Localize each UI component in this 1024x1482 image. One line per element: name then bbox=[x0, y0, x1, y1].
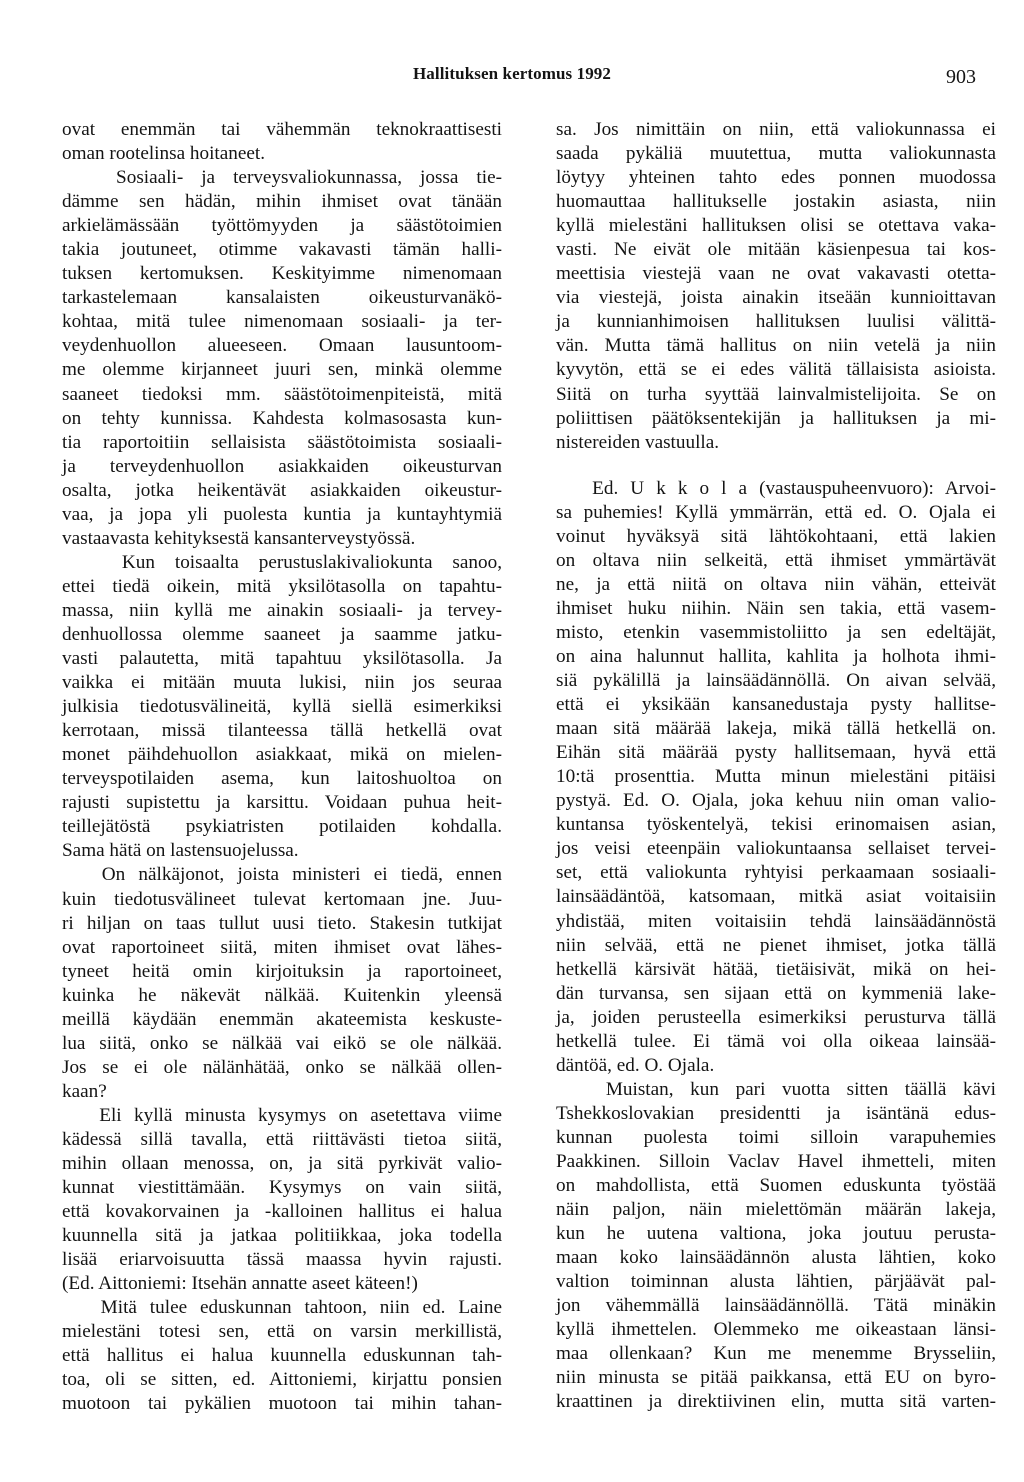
text-line: Siitä on turha syyttää lainvalmistelijoita. Se on bbox=[556, 383, 996, 405]
text-line: oman rootelinsa hoitaneet. bbox=[62, 143, 266, 165]
text-line: valtion toiminnan alusta lähtien, pärjäävät pal- bbox=[556, 1271, 996, 1293]
text-line: hetkellä kärsivät hätää, tietäisivät, mikä on hei- bbox=[556, 958, 996, 980]
text-line: huomauttaa hallitukselle jostakin asiasta, niin bbox=[556, 191, 996, 213]
text-line: on tehty kunnissa. Kahdesta kolmasosasta kun- bbox=[62, 407, 502, 429]
text-line: Paakkinen. Silloin Vaclav Havel ihmetteli, miten bbox=[556, 1150, 996, 1172]
text-line: lua siitä, onko se nälkää vai eikö se ole nälkää. bbox=[62, 1032, 502, 1054]
text-line: set, että valiokunta ryhtyisi perkaamaan sosiaali- bbox=[556, 862, 996, 884]
text-line: vaikka ei mitään muuta lukisi, niin jos seuraa bbox=[62, 672, 502, 694]
text-line: Sama hätä on lastensuojelussa. bbox=[62, 840, 299, 862]
text-line: ne, ja että niitä on oltava niin vähän, etteivät bbox=[556, 573, 996, 595]
text-line: julkisia tiedotusvälineitä, kyllä siellä esimerkiksi bbox=[62, 696, 502, 718]
text-line: tarkastelemaan kansalaisten oikeusturvanäkö- bbox=[62, 287, 502, 309]
text-line: löytyy yhteinen tahto edes ponnen muodossa bbox=[556, 167, 996, 189]
text-line: veydenhuollon alueeseen. Omaan lausuntoom- bbox=[62, 335, 502, 357]
text-line: kaan? bbox=[62, 1080, 107, 1102]
text-line: ja terveydenhuollon asiakkaiden oikeusturvan bbox=[62, 455, 502, 477]
text-line: monet päihdehuollon asiakkaat, mikä on mielen- bbox=[62, 744, 502, 766]
text-line: pystyä. Ed. O. Ojala, joka kehuu niin oman valio- bbox=[556, 790, 996, 812]
text-line: sa. Jos nimittäin on niin, että valiokunnassa ei bbox=[556, 119, 996, 140]
text-line: kuin tiedotusvälineet tulevat kertomaan jne. Juu- bbox=[62, 888, 502, 910]
text-line: saaneet tiedoksi mm. säästötoimenpiteistä, mitä bbox=[62, 383, 502, 405]
text-line: rajusti supistettu ja karsittu. Voidaan puhua heit- bbox=[62, 792, 502, 814]
text-line: kuntansa työskentelyä, tekisi erinomaisen asian, bbox=[556, 814, 996, 836]
text-line: lainsäädäntöä, katsomaan, mitkä asiat voitaisiin bbox=[556, 886, 996, 908]
text-line: jon vähemmällä lainsäädännöllä. Tätä minäkin bbox=[556, 1295, 996, 1317]
text-line: 10:tä prosenttia. Mutta minun mielestäni pitäisi bbox=[556, 766, 996, 788]
text-line: denhuollossa olemme saaneet ja saamme jatku- bbox=[62, 623, 502, 645]
text-line: Eihän sitä määrää pysty hallitsemaan, hyvä että bbox=[556, 742, 996, 764]
text-line: siä pykälillä ja lainsäädännöllä. On aivan selvää, bbox=[556, 670, 996, 692]
text-line: takia joutuneet, otimme vakavasti tämän halli- bbox=[62, 239, 502, 261]
text-line: kyvytön, että se ei edes välitä tällaisista asioista. bbox=[556, 359, 996, 381]
text-line: vasti palautetta, mitä tapahtuu yksilötasolla. Ja bbox=[62, 648, 502, 670]
text-line: On nälkäjonot, joista ministeri ei tiedä, ennen bbox=[62, 864, 502, 886]
text-line: Eli kyllä minusta kysymys on asetettava viime bbox=[62, 1104, 502, 1126]
text-line: että ei yksikään kansanedustaja pysty hallitse- bbox=[556, 694, 996, 716]
text-line: kohtaa, mitä tulee nimenomaan sosiaali- ja ter- bbox=[62, 311, 502, 333]
left-text-column bbox=[62, 118, 502, 1417]
text-line: mielestäni totesi sen, että on varsin merkillistä, bbox=[62, 1321, 502, 1343]
text-line: ja, joiden perusteella esimerkiksi perusturva tällä bbox=[556, 1006, 996, 1028]
text-line: kun he uutena valtiona, joka joutuu perusta- bbox=[556, 1223, 996, 1245]
text-line: Kun toisaalta perustuslakivaliokunta sanoo, bbox=[62, 551, 502, 573]
text-line: niin minusta se pitää paikkansa, että EU on byro- bbox=[556, 1367, 996, 1389]
text-line: tia raportoitiin sellaisista säästötoimista sosiaali- bbox=[62, 431, 502, 453]
text-line: tyneet heitä omin kirjoituksin ja raportoineet, bbox=[62, 960, 502, 982]
text-line: poliittisen päätöksentekijän ja hallituksen ja mi- bbox=[556, 407, 996, 429]
text-line: maan koko lainsäädännön alusta lähtien, koko bbox=[556, 1247, 996, 1269]
text-line: osalta, jotka heikentävät asiakkaiden oikeustur- bbox=[62, 479, 502, 501]
text-line: massa, niin kyllä me ainakin sosiaali- ja tervey- bbox=[62, 599, 502, 621]
text-line: toa, oli se sitten, ed. Aittoniemi, kirjattu ponsien bbox=[62, 1369, 502, 1391]
text-line: muotoon tai pykälien muotoon tai mihin tahan- bbox=[62, 1393, 502, 1415]
text-line: kyllä mielestäni hallituksen olisi se otettava vaka- bbox=[556, 215, 996, 237]
text-line: maan sitä määrää lakeja, mikä tällä hetkellä on. bbox=[556, 718, 996, 740]
text-line: kuunnella sitä ja jatkaa politiikkaa, joka todella bbox=[62, 1225, 502, 1247]
text-line: ihmiset huku niihin. Näin sen takia, että vasem- bbox=[556, 597, 996, 619]
text-line: ja kunnianhimoisen hallituksen luulisi välittä- bbox=[556, 311, 996, 333]
text-line: Jos se ei ole nälänhätää, onko se nälkää ollen- bbox=[62, 1056, 502, 1078]
text-line: ovat raportoineet siitä, miten ihmiset ovat lähes- bbox=[62, 936, 502, 958]
text-line: terveyspotilaiden asema, kun laitoshuoltoa on bbox=[62, 768, 502, 790]
text-line: ri hiljan on taas tullut uusi tieto. Stakesin tutkijat bbox=[62, 912, 502, 934]
text-line: sa puhemies! Kyllä ymmärrän, että ed. O. Ojala ei bbox=[556, 501, 996, 523]
text-line: kunnan puolesta toimi silloin varapuhemies bbox=[556, 1126, 996, 1148]
text-line: maa ollenkaan? Kun me menemme Brysseliin, bbox=[556, 1343, 996, 1365]
running-header-title: Hallituksen kertomus 1992 bbox=[412, 64, 612, 83]
text-line: vän. Mutta tämä hallitus on niin vetelä ja niin bbox=[556, 335, 996, 357]
text-line: hetkellä tulee. Ei tämä voi olla oikeaa lainsää- bbox=[556, 1030, 996, 1052]
text-line: on aina halunnut hallita, kahlita ja holhota ihmi- bbox=[556, 645, 996, 667]
text-line: meillä käydään enemmän akateemista keskuste- bbox=[62, 1008, 502, 1030]
text-line: vaa, ja jopa yli puolesta kuntia ja kuntayhtymiä bbox=[62, 503, 502, 525]
text-line: via viestejä, joista ainakin itseään kunnioittavan bbox=[556, 287, 996, 309]
text-line: ettei tiedä oikein, mitä yksilötasolla on tapahtu- bbox=[62, 575, 502, 597]
text-line: kädessä sillä tavalla, että riittävästi tietoa siitä, bbox=[62, 1128, 502, 1150]
text-line: on mahdollista, että Suomen eduskunta työstää bbox=[556, 1175, 996, 1197]
text-line: Mitä tulee eduskunnan tahtoon, niin ed. Laine bbox=[62, 1297, 502, 1319]
text-line: Sosiaali- ja terveysvaliokunnassa, jossa tie- bbox=[62, 167, 502, 189]
text-line: me olemme kirjanneet juuri sen, minkä olemme bbox=[62, 359, 502, 381]
paragraph-gap bbox=[556, 455, 996, 477]
text-line: kraattinen ja direktiivinen elin, mutta sitä varten- bbox=[556, 1391, 996, 1413]
text-line: (Ed. Aittoniemi: Itsehän annatte aseet käteen!) bbox=[62, 1273, 418, 1295]
text-line: näin paljon, näin mielettömän määrän lakeja, bbox=[556, 1199, 996, 1221]
text-line: voinut hyväksyä sitä lähtökohtaani, että lakien bbox=[556, 525, 996, 547]
text-line: kuinka he näkevät nälkää. Kuitenkin yleensä bbox=[62, 984, 502, 1006]
text-line: jos veisi eteenpäin valiokuntaansa sellaiset tervei- bbox=[556, 838, 996, 860]
text-line: nistereiden vastuulla. bbox=[556, 431, 720, 453]
text-line: on oltava niin selkeitä, että ihmiset ymmärtävät bbox=[556, 549, 996, 571]
text-line: däntöä, ed. O. Ojala. bbox=[556, 1054, 715, 1076]
text-line: mihin ollaan menossa, on, ja sitä pyrkivät valio- bbox=[62, 1153, 502, 1175]
text-line: ovat enemmän tai vähemmän teknokraattisesti bbox=[62, 119, 502, 140]
text-line: vasti. Ne eivät ole mitään käsienpesua tai kos- bbox=[556, 239, 996, 261]
text-line: Muistan, kun pari vuotta sitten täällä kävi bbox=[556, 1078, 996, 1100]
page-number: 903 bbox=[946, 66, 976, 88]
text-line: yhdistää, miten voitaisiin tehdä lainsäädännöstä bbox=[556, 910, 996, 932]
text-line: Tshekkoslovakian presidentti ja isäntänä edus- bbox=[556, 1102, 996, 1124]
text-line: lisää eriarvoisuutta tässä maassa hyvin rajusti. bbox=[62, 1249, 502, 1271]
text-line: dän turvansa, sen sijaan että on kymmeniä lake- bbox=[556, 982, 996, 1004]
text-line: vastaavasta kehityksestä kansanterveystyössä. bbox=[62, 527, 416, 549]
right-text-column bbox=[556, 118, 996, 1414]
text-line: niin selvää, että ne pienet ihmiset, jotka tällä bbox=[556, 934, 996, 956]
text-line: että hallitus ei halua kuunnella eduskunnan tah- bbox=[62, 1345, 502, 1367]
text-line: misto, etenkin vasemmistoliitto ja sen edeltäjät, bbox=[556, 621, 996, 643]
text-line: että kovakorvainen ja -kalloinen hallitus ei halua bbox=[62, 1201, 502, 1223]
text-line: kunnat viestittämään. Kysymys on vain siitä, bbox=[62, 1177, 502, 1199]
text-line: meettisia viestejä vaan ne ovat vakavasti otetta- bbox=[556, 263, 996, 285]
text-line: teillejätöstä psykiatristen potilaiden kohdalla. bbox=[62, 816, 502, 838]
text-line: dämme sen hädän, mihin ihmiset ovat tänään bbox=[62, 191, 502, 213]
text-line: tuksen kertomuksen. Keskityimme nimenomaan bbox=[62, 263, 502, 285]
text-line: Ed. U k k o l a (vastauspuheenvuoro): Arvoi- bbox=[556, 477, 996, 499]
text-line: arkielämässään työttömyyden ja säästötoimien bbox=[62, 215, 502, 237]
text-line: kyllä ihmettelen. Olemmeko me oikeastaan länsi- bbox=[556, 1319, 996, 1341]
text-line: saada pykäliä muutettua, mutta valiokunnasta bbox=[556, 143, 996, 165]
text-line: kerrotaan, missä tilanteessa tällä hetkellä ovat bbox=[62, 720, 502, 742]
